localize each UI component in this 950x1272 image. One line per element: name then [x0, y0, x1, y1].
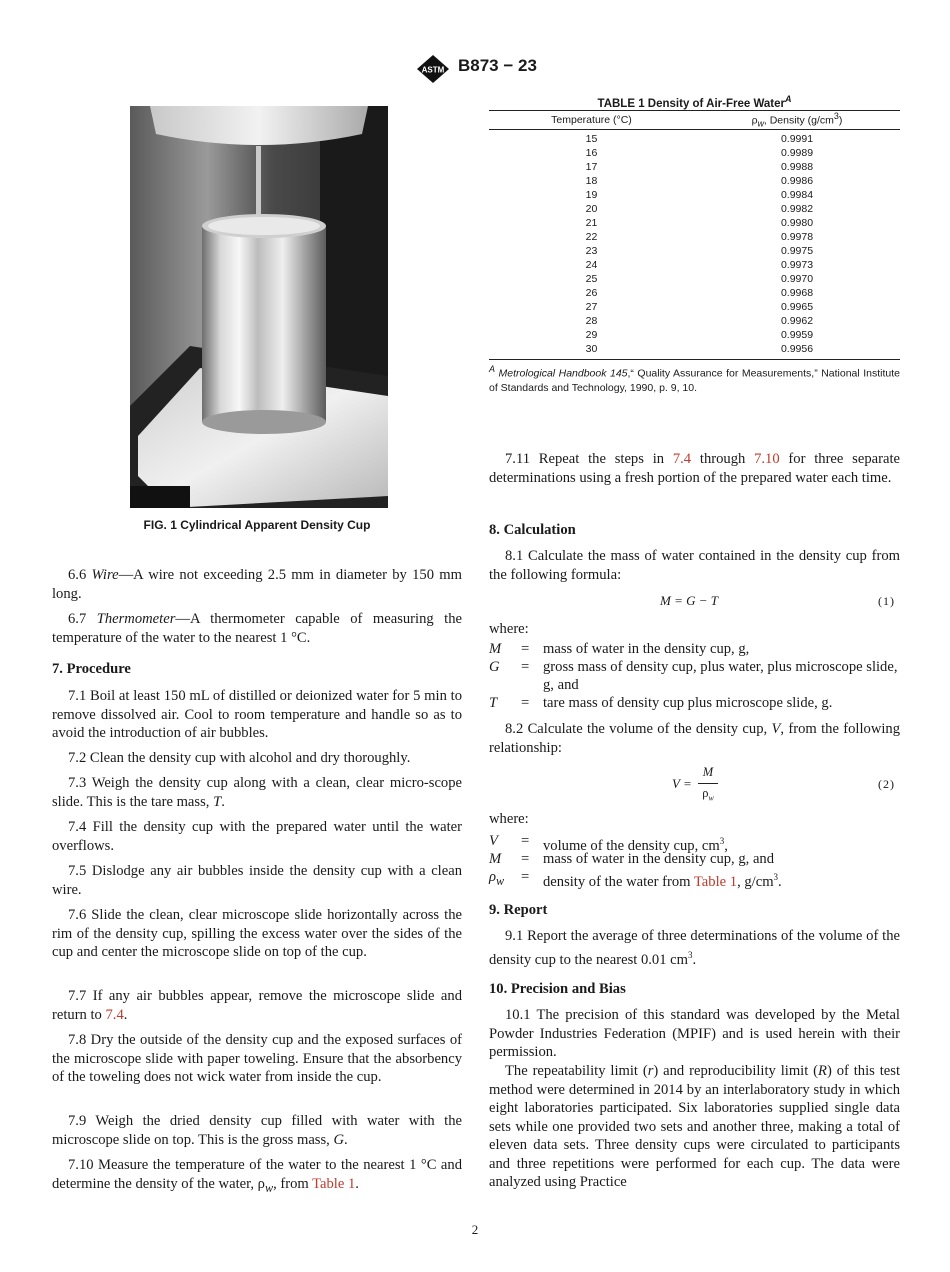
temperature-cell: 23 [585, 245, 598, 257]
paragraph-7-5: 7.5 Dislodge any air bubbles inside the density cup with a clean wire. [52, 863, 462, 898]
density-cell: 0.9991 [780, 133, 814, 145]
paragraph-7-6: 7.6 Slide the clean, clear microscope slide horizontally across the rim of the density cup, spilling the excess water over the sides of the cup and center the microscope slide on top of the cup. [52, 907, 462, 960]
density-cell: 0.9982 [780, 203, 814, 215]
table-row [489, 230, 900, 244]
table-row [489, 258, 900, 272]
table-row [489, 328, 900, 342]
table-row [489, 272, 900, 286]
link-section-7-4[interactable]: 7.4 [105, 1006, 124, 1023]
equation-2-lhs: V = [672, 776, 692, 791]
paragraph-6-7: 6.7 Thermometer—A thermometer capable of measuring the temperature of the water to the nearest 1 °C. [52, 611, 462, 646]
section-heading-9: 9. Report [489, 902, 548, 918]
paragraph-8-2: 8.2 Calculate the volume of the density cup, V, from the following relationship: [489, 721, 901, 756]
density-cell: 0.9959 [780, 329, 814, 341]
temperature-cell: 16 [585, 147, 598, 159]
temperature-cell: 19 [585, 189, 598, 201]
paragraph-7-10: 7.10 Measure the temperature of the water to the nearest 1 °C and determine the density of the water, $\rho_w$, from Table 1. [52, 1157, 462, 1195]
link-table-1[interactable]: Table 1 [693, 873, 738, 890]
table-row [489, 174, 900, 188]
table-row [489, 160, 900, 174]
density-cell: 0.9962 [780, 315, 814, 327]
section-heading-10: 10. Precision and Bias [489, 981, 626, 997]
table-title: TABLE 1 Density of Air-Free Water$^A$ [597, 94, 792, 110]
column-header-density: $\rho_w$, Density $(g/cm^3)$ [751, 111, 843, 129]
density-cell: 0.9986 [780, 175, 814, 187]
equation-1: M = G − T [660, 593, 718, 608]
table-row [489, 132, 900, 146]
table-row [489, 202, 900, 216]
paragraph-7-8: 7.8 Dry the outside of the density cup and the exposed surfaces of the microscope slide with paper toweling. Ensure that the absorbency of the toweling does not wick water from inside the cup. [52, 1032, 462, 1085]
fraction-bar [698, 783, 718, 784]
paragraph-6-6: 6.6 Wire—A wire not exceeding 2.5 mm in diameter by 150 mm long. [52, 567, 463, 602]
temperature-cell: 22 [585, 231, 598, 243]
column-header-temperature: Temperature (°C) [551, 114, 632, 126]
table-row [489, 146, 900, 160]
link-section-7-10[interactable]: 7.10 [754, 451, 780, 467]
table-row [489, 244, 900, 258]
figure-photo [130, 106, 388, 508]
density-cell: 0.9989 [780, 147, 814, 159]
page-number: 2 [471, 1222, 479, 1237]
paragraph-7-7: 7.7 If any air bubbles appear, remove the microscope slide and return to 7.4. [52, 988, 462, 1023]
paragraph-7-1: 7.1 Boil at least 150 mL of distilled or deionized water for 5 min to remove dissolved air. Cool to room temperature and handle so as to avoid the introduction of air bubbles. [52, 688, 462, 741]
density-cell: 0.9978 [780, 231, 814, 243]
temperature-cell: 26 [585, 287, 598, 299]
paragraph-7-3: 7.3 Weigh the density cup along with a clean, clear micro-scope slide. This is the tare mass, T. [52, 775, 462, 810]
paragraph-7-9: 7.9 Weigh the dried density cup filled with water with the microscope slide on top. This is the gross mass, G. [52, 1113, 462, 1148]
density-cell: 0.9965 [780, 301, 814, 313]
paragraph-7-2: 7.2 Clean the density cup with alcohol and dry thoroughly. [68, 750, 411, 766]
temperature-cell: 29 [585, 329, 598, 341]
temperature-cell: 25 [585, 273, 598, 285]
density-cell: 0.9988 [780, 161, 814, 173]
paragraph-10-2: The repeatability limit (r) and reproducibility limit (R) of this test method were determined in 2014 by an interlaboratory study in which eight laboratories participated. Six laboratories supplied single data sets while one provided two sets and another three, making a total of eleven data sets. Three density cups were circulated to participants and three repetitions were performed for each cup. The data were analyzed using Practice [489, 1063, 900, 1190]
temperature-cell: 30 [585, 343, 598, 355]
density-cell: 0.9968 [780, 287, 814, 299]
table-row [489, 188, 900, 202]
density-cell: 0.9973 [780, 259, 814, 271]
paragraph-7-11: 7.11 Repeat the steps in 7.4 through 7.10 for three separate determinations using a fresh portion of the prepared water each time. [489, 451, 900, 486]
table-footnote: $^A$ Metrological Handbook 145,“ Quality Assurance for Measurements,” National Institute of Standards and Technology, 1990, p. 9, 10. [489, 364, 900, 394]
paragraph-7-4: 7.4 Fill the density cup with the prepared water until the water overflows. [52, 819, 462, 854]
temperature-cell: 18 [585, 175, 598, 187]
density-cell: 0.9975 [780, 245, 814, 257]
section-heading-8: 8. Calculation [489, 522, 576, 538]
temperature-cell: 27 [585, 301, 598, 313]
table-header-row [489, 111, 900, 130]
link-section-7-4[interactable]: 7.4 [672, 451, 692, 467]
link-table-1[interactable]: Table 1 [312, 1175, 356, 1192]
equation-2-denominator: $\rho_w$ [702, 786, 714, 803]
where-label-1: where: [489, 621, 529, 637]
section-heading-7: 7. Procedure [52, 661, 131, 677]
temperature-cell: 15 [585, 133, 598, 145]
paragraph-9-1: 9.1 Report the average of three determinations of the volume of the density cup to the nearest 0.01 $cm^3$. [489, 928, 900, 968]
svg-text:ASTM: ASTM [421, 65, 445, 75]
temperature-cell: 17 [585, 161, 598, 173]
table-body [489, 130, 900, 359]
table-row [489, 216, 900, 230]
density-cell: 0.9956 [780, 343, 814, 355]
density-cell: 0.9980 [780, 217, 814, 229]
standard-number: B873 − 23 [458, 56, 537, 75]
density-cup-image [130, 106, 388, 508]
equation-2-number: (2) [878, 777, 895, 791]
temperature-cell: 28 [585, 315, 598, 327]
density-cell: 0.9984 [780, 189, 814, 201]
table-row [489, 314, 900, 328]
page-header [0, 52, 950, 92]
paragraph-8-1: 8.1 Calculate the mass of water contained in the density cup from the following formula: [489, 548, 900, 583]
equation-1-number: (1) [878, 594, 895, 608]
table-row [489, 300, 900, 314]
density-table [489, 110, 900, 360]
density-cell: 0.9970 [780, 273, 814, 285]
equation-2-numerator: M [702, 765, 714, 779]
table-row [489, 342, 900, 356]
paragraph-10-1: 10.1 The precision of this standard was developed by the Metal Powder Industries Federation (MPIF) and is used herein with their permission. [489, 1007, 900, 1060]
temperature-cell: 24 [585, 259, 598, 271]
temperature-cell: 20 [585, 203, 598, 215]
temperature-cell: 21 [585, 217, 598, 229]
astm-logo-icon [415, 54, 451, 84]
figure-caption: FIG. 1 Cylindrical Apparent Density Cup [143, 518, 371, 532]
where-label-2: where: [489, 811, 529, 827]
table-row [489, 286, 900, 300]
